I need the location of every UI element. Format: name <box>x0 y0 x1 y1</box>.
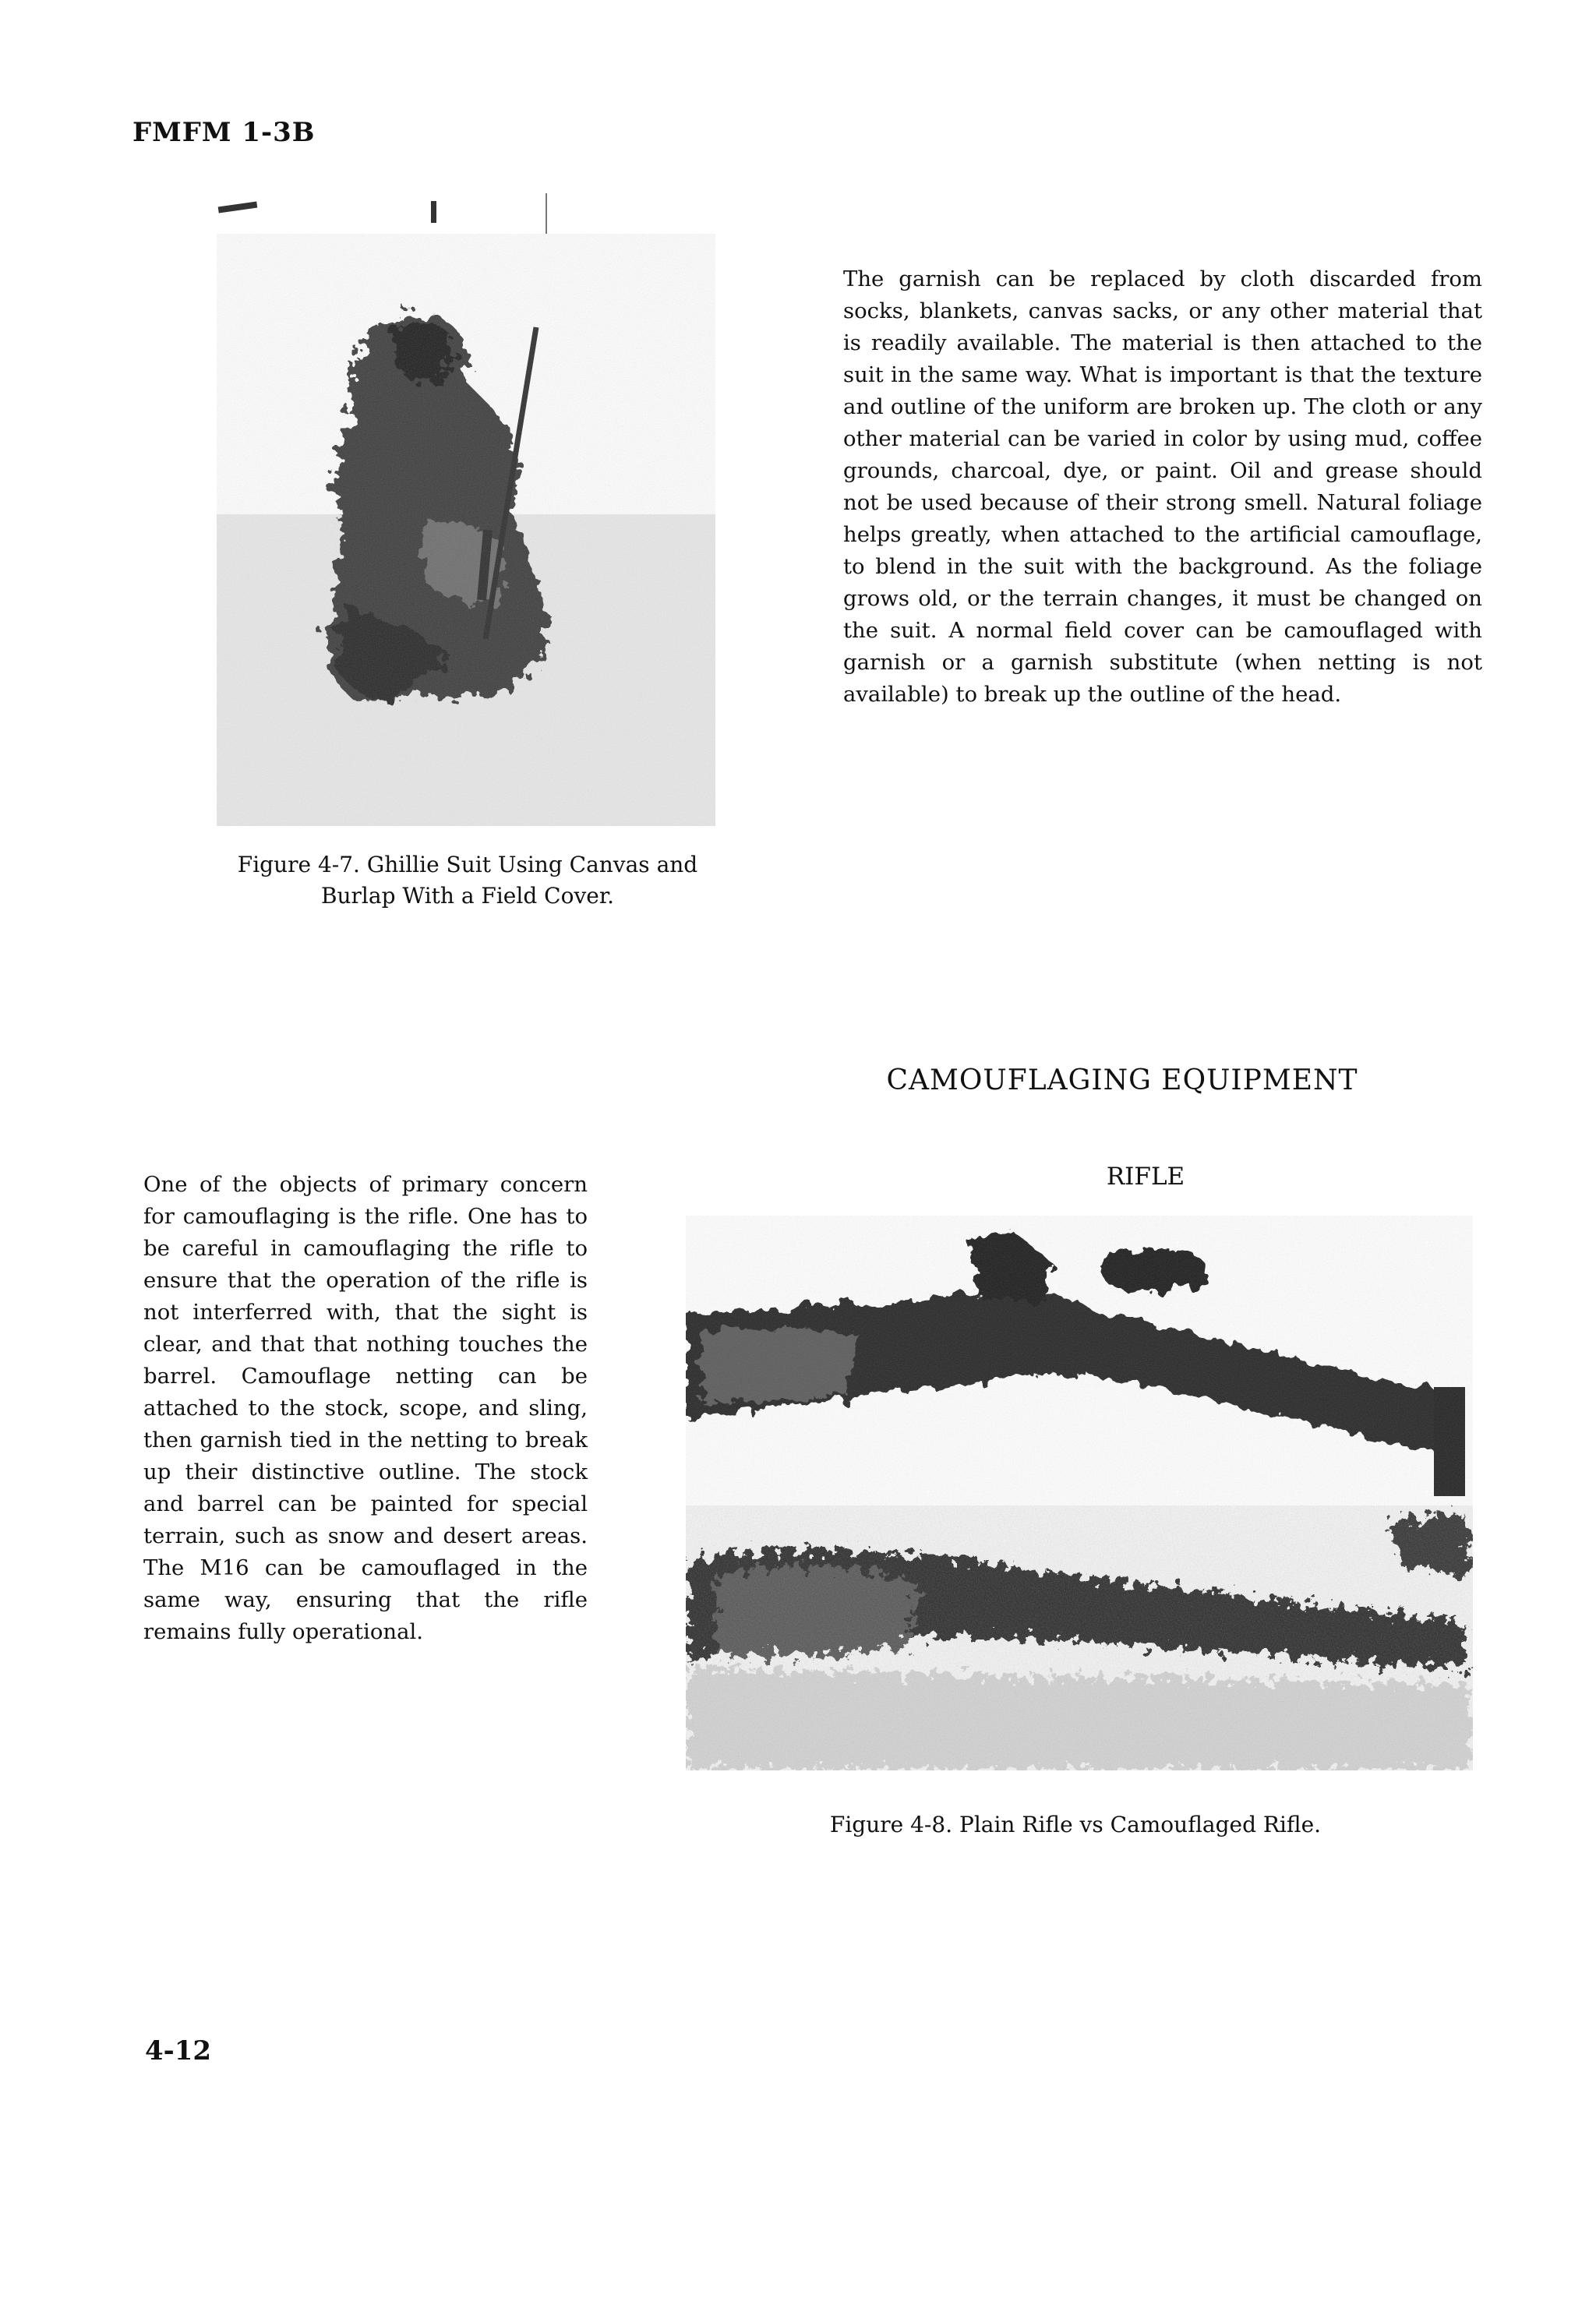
figure-4-8-caption: Figure 4-8. Plain Rifle vs Camouflaged Rifle. <box>829 1812 1322 1837</box>
document-header: FMFM 1-3B <box>132 117 316 148</box>
scan-mark <box>431 201 436 223</box>
scan-mark <box>218 202 258 214</box>
rifle-camouflage-paragraph: One of the objects of primary concern for camouflaging is the rifle. One has to be careful in camouflaging the rifle to ensure that the operation of the rifle is not interferred with, that the sight is clear, and that that nothing touches the barrel. Camouflage netting can be attached to the stock, scope, and sling, then garnish tied in the netting to break up their distinctive outline. The stock and barrel can be painted for special terrain, such as snow and desert areas. The M16 can be camouflaged in the same way, ensuring that the rifle remains fully operational. <box>143 1172 588 1644</box>
camouflaged-rifle-photo <box>686 1505 1473 1770</box>
figure-4-7-caption: Figure 4-7. Ghillie Suit Using Canvas and Burlap With a Field Cover. <box>237 852 698 909</box>
plain-rifle-photo <box>686 1216 1473 1520</box>
subsection-heading: RIFLE <box>1106 1163 1185 1191</box>
section-heading: CAMOUFLAGING EQUIPMENT <box>886 1064 1358 1096</box>
ghillie-suit-photo <box>217 234 715 826</box>
garnish-substitute-paragraph: The garnish can be replaced by cloth discarded from socks, blankets, canvas sacks, or any other material that is readily available. The material is then attached to the suit in the same way. What is important is that the texture and outline of the uniform are broken up. The cloth or any other material can be varied in color by using mud, coffee grounds, charcoal, dye, or paint. Oil and grease should not be used because of their strong smell. Natural foliage helps greatly, when attached to the artificial camouflage, to blend in the suit with the background. As the foliage grows old, or the terrain changes, it must be changed on the suit. A normal field cover can be camouflaged with garnish or a garnish substitute (when netting is not available) to break up the outline of the head. <box>843 266 1482 707</box>
page-number: 4-12 <box>145 2035 212 2067</box>
